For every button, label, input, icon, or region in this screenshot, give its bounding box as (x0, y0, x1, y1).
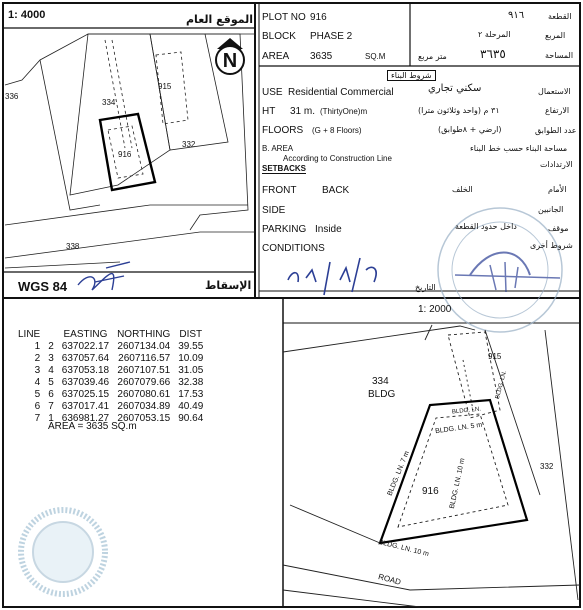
table-cell: 2607080.61 (117, 389, 171, 400)
plot-no-ar: ٩١٦ (508, 10, 525, 21)
table-cell: 637057.64 (61, 353, 110, 364)
detail-plot-916: 916 (422, 486, 439, 497)
table-row (14, 353, 207, 365)
area-unit: SQ.M (365, 52, 386, 61)
building-line-10m-bottom: BLDG. LN. 10 m (377, 538, 430, 559)
map-plot-label: 334 (102, 98, 116, 107)
area-label: AREA (262, 51, 290, 62)
use-value: Residential Commercial (288, 87, 394, 98)
plot-no-value: 916 (310, 12, 327, 23)
column-header: NORTHING (117, 329, 171, 340)
side-label-ar: الجانبين (538, 205, 564, 214)
detail-map (283, 325, 580, 607)
block-value: PHASE 2 (310, 31, 353, 42)
use-label: USE (262, 87, 283, 98)
detail-plot-334: 334 (372, 376, 389, 387)
table-row (14, 341, 207, 353)
table-cell: 10.09 (178, 353, 204, 364)
table-cell: 1 (34, 341, 41, 352)
table-cell: 4 (48, 365, 54, 376)
column-header (44, 329, 58, 341)
north-arrow-icon (216, 38, 244, 74)
height-words: (ThirtyOne)m (320, 107, 368, 116)
parking-value: Inside (315, 224, 342, 235)
height-value: 31 m. (290, 106, 316, 117)
building-line-7m: BLDG. LN. 7 m (386, 450, 411, 497)
map-plot-label: 916 (118, 150, 132, 159)
height-label-ar: الارتفاع (545, 106, 570, 115)
use-label-ar: الاستعمال (538, 87, 571, 96)
setbacks-label: SETBACKS (262, 164, 307, 173)
map-plot-label: 336 (5, 92, 19, 101)
floors-ar: (ارضي + ٨طوابق) (438, 125, 502, 134)
road-label: ROAD (377, 572, 402, 587)
table-cell: 4 (34, 377, 41, 388)
height-label: HT (262, 106, 276, 117)
datum-label: WGS 84 (18, 279, 68, 294)
table-cell: 3 (34, 365, 41, 376)
location-map-title: الموقع العام (186, 13, 254, 26)
area-label-ar: المساحة (545, 51, 574, 60)
map-plot-label: 332 (182, 140, 196, 149)
signature-stamp-blue (78, 262, 130, 290)
table-cell: 2607116.57 (118, 353, 171, 364)
column-header: LINE (18, 329, 41, 340)
floors-value: (G + 8 Floors) (312, 126, 362, 135)
table-cell: 637039.46 (61, 377, 110, 388)
table-cell: 6 (34, 401, 41, 412)
table-cell: 2607134.04 (117, 341, 171, 352)
table-cell: 2607107.51 (117, 365, 171, 376)
table-row (14, 389, 207, 401)
floors-label-ar: عدد الطوابق (535, 126, 577, 135)
building-line-side-small: BLDG. LN. (494, 370, 509, 400)
table-cell: 7 (48, 401, 54, 412)
table-cell: 2607079.66 (117, 377, 171, 388)
conditions-label-ar: شروط أخرى (530, 241, 573, 250)
parking-label: PARKING (262, 224, 307, 235)
table-cell: 32.38 (178, 377, 204, 388)
use-ar: سكني تجاري (428, 83, 482, 94)
table-cell: 39.55 (178, 341, 204, 352)
projection-label: الإسقاط (205, 279, 252, 292)
table-row (14, 401, 207, 413)
detail-plot-915: 915 (488, 352, 502, 361)
table-cell: 637022.17 (61, 341, 110, 352)
plot-no-label: PLOT NO (262, 12, 306, 23)
column-header: DIST (179, 329, 203, 340)
table-cell: 637017.41 (61, 401, 110, 412)
table-cell: 637053.18 (61, 365, 110, 376)
table-cell: 31.05 (178, 365, 204, 376)
map-plot-label: 338 (66, 242, 80, 251)
table-cell: 17.53 (178, 389, 204, 400)
area-total: AREA = 3635 SQ.m (48, 421, 137, 432)
conditions-label: CONDITIONS (262, 243, 325, 254)
building-area-ar: مساحة البناء حسب خط البناء (470, 144, 568, 153)
table-row (14, 365, 207, 377)
detail-map-scale: 1: 2000 (418, 304, 452, 315)
plot-no-label-ar: القطعة (548, 12, 572, 21)
svg-text:N: N (222, 50, 238, 72)
map-plot-label: 915 (158, 82, 172, 91)
parking-label-ar: موقف (548, 224, 569, 233)
area-ar: ٣٦٣٥ (480, 47, 506, 61)
coordinates-table (14, 329, 207, 425)
block-label: BLOCK (262, 31, 296, 42)
height-ar: ٣١ م (واحد وثلاثون مترا) (418, 106, 500, 115)
table-row (14, 377, 207, 389)
date-label: التاريخ (415, 283, 436, 292)
back-label: BACK (322, 185, 350, 196)
table-cell: 40.49 (178, 401, 204, 412)
table-cell: 7 (34, 413, 41, 424)
building-area-value: According to Construction Line (283, 154, 392, 163)
block-ar: المرحلة ٢ (478, 30, 511, 39)
floors-label: FLOORS (262, 125, 304, 136)
table-cell: 2607034.89 (117, 401, 171, 412)
building-line-5m: BLDG. LN. 5 m (434, 421, 483, 436)
conditions-title: شروط البناء (387, 70, 436, 81)
back-label-ar: الخلف (452, 185, 473, 194)
location-map-scale: 1: 4000 (8, 9, 46, 21)
front-label: FRONT (262, 185, 297, 196)
building-area-label: B. AREA (262, 144, 294, 153)
table-cell: 637025.15 (61, 389, 110, 400)
table-cell: 2607053.15 (117, 413, 171, 424)
side-label: SIDE (262, 205, 286, 216)
column-header: EASTING (63, 329, 108, 340)
table-cell: 1 (48, 413, 54, 424)
front-label-ar: الأمام (548, 185, 567, 194)
table-cell: 90.64 (178, 413, 204, 424)
setbacks-label-ar: الارتدادات (540, 160, 573, 169)
building-line-top-small: BLDG. LN. (451, 406, 482, 416)
building-line-10m-right: BLDG. LN. 10 m (448, 457, 467, 510)
area-value: 3635 (310, 51, 333, 62)
official-seal-faint (21, 510, 105, 594)
block-label-ar: المربع (545, 31, 566, 40)
table-cell: 2 (48, 341, 54, 352)
table-cell: 636981.27 (61, 413, 110, 424)
detail-bldg-label: BLDG (368, 389, 396, 400)
table-cell: 5 (48, 377, 54, 388)
detail-plot-332: 332 (540, 462, 554, 471)
area-unit-ar: متر مربع (418, 52, 447, 61)
table-cell: 6 (48, 389, 54, 400)
table-cell: 3 (48, 353, 54, 364)
parking-ar: داخل حدود القطعة (455, 222, 517, 231)
table-cell: 2 (34, 353, 41, 364)
table-header-row (14, 329, 207, 341)
table-cell: 5 (34, 389, 41, 400)
